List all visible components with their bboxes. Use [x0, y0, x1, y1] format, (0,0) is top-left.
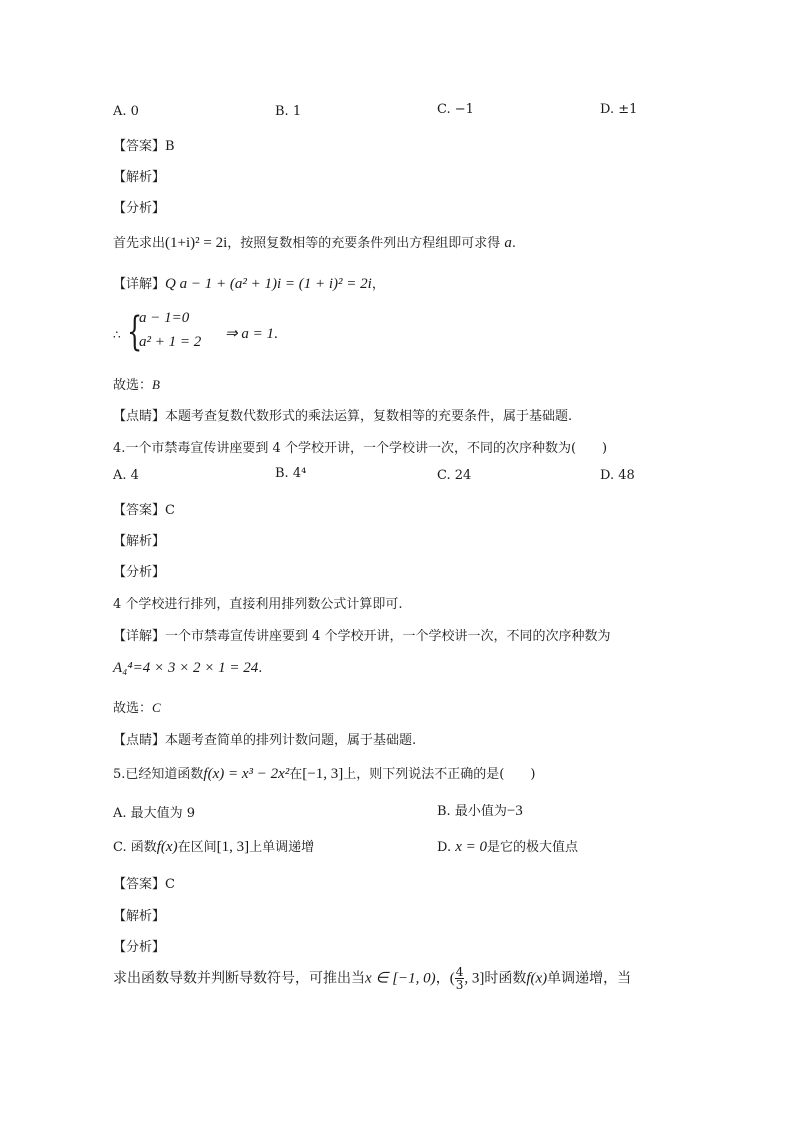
option-c: C. −1 — [437, 102, 474, 117]
analysis-end: . — [511, 236, 517, 251]
question-5-stem — [113, 763, 535, 783]
q5-stem-part: 上，则下列说法不正确的是( ) — [343, 767, 536, 782]
q4-analysis-text: 4 个学校进行排列，直接利用排列数公式计算即可. — [113, 597, 403, 612]
q4-analysis-tag: 【分析】 — [113, 565, 166, 580]
q4-option-b: B. 4⁴ — [275, 466, 307, 481]
analysis-variable: a — [504, 235, 512, 251]
comment-line: 【点睛】本题考查复数代数形式的乘法运算，复数相等的充要条件，属于基础题. — [113, 409, 573, 424]
q4-answer: 【答案】C — [113, 503, 175, 518]
option-d: D. ±1 — [600, 102, 638, 117]
system-row-2: a² + 1 = 2 — [139, 334, 202, 350]
choose-value: B — [152, 377, 160, 392]
analysis-text-part: 首先求出 — [113, 236, 166, 251]
q4-option-a: A. 4 — [113, 468, 139, 483]
analysis-text-part: ，按照复数相等的充要条件列出方程组即可求得 — [227, 236, 501, 251]
q4-formula-end: . — [258, 661, 263, 676]
q5-interval: [−1, 3] — [302, 766, 344, 782]
option-a: A. 0 — [113, 104, 139, 119]
detail-line — [113, 273, 385, 293]
choose-line — [113, 374, 160, 393]
fraction-four-thirds: $\frac{4}{3}$ — [455, 965, 464, 992]
q5-explain-tag: 【解析】 — [113, 909, 166, 924]
detail-end: ， — [371, 277, 385, 292]
q4-choose-value: C — [152, 700, 161, 715]
analysis-formula: (1+i)² = 2i — [165, 235, 228, 251]
analysis-text — [113, 232, 516, 252]
system-row-1: a − 1=0 — [139, 310, 190, 326]
explain-tag: 【解析】 — [113, 170, 166, 185]
q5-function: f(x) = x³ − 2x² — [203, 766, 290, 782]
q5-option-a: A. 最大值为 9 — [113, 806, 196, 821]
q4-option-d: D. 48 — [600, 468, 635, 483]
q5-option-c: C. 函数f(x)在区间[1, 3]上单调递增 — [113, 839, 315, 855]
q5-stem-part: 5.已经知道函数 — [113, 767, 204, 782]
q5-analysis-tag: 【分析】 — [113, 940, 166, 955]
q4-option-c: C. 24 — [437, 468, 472, 483]
q4-choose-line — [113, 697, 161, 716]
q4-formula-line — [113, 660, 262, 677]
system-result: ⇒ a = 1. — [225, 326, 278, 342]
q4-detail: 【详解】一个市禁毒宣传讲座要到 4 个学校开讲，一个学校讲一次，不同的次序种数为 — [113, 629, 611, 644]
left-brace: { — [127, 309, 143, 355]
q4-explain-tag: 【解析】 — [113, 534, 166, 549]
question-4-stem: 4.一个市禁毒宣传讲座要到 4 个学校开讲，一个学校讲一次，不同的次序种数为( ) — [113, 441, 608, 456]
q5-analysis-text: 求出函数导数并判断导数符号，可推出当x ∈ [−1, 0)，( $\frac{4}{3}$ , 3]时函数f(x)单调递增，当 — [113, 965, 632, 992]
q5-stem-part: 在 — [289, 767, 303, 782]
answer-line: 【答案】B — [113, 139, 175, 154]
therefore-symbol: ∴ — [113, 328, 121, 342]
q4-choose-label: 故选： — [113, 701, 153, 716]
analysis-tag: 【分析】 — [113, 201, 166, 216]
choose-label: 故选： — [113, 378, 153, 393]
q5-option-b: B. 最小值为−3 — [437, 803, 523, 819]
q4-comment: 【点睛】本题考查简单的排列计数问题，属于基础题. — [113, 733, 417, 748]
option-b: B. 1 — [275, 104, 302, 119]
q4-formula: A₄⁴=4 × 3 × 2 × 1 = 24 — [113, 660, 259, 676]
q5-answer: 【答案】C — [113, 877, 175, 892]
detail-tag: 【详解】 — [113, 277, 166, 292]
detail-formula: Q a − 1 + (a² + 1)i = (1 + i)² = 2i — [165, 276, 372, 292]
q5-option-d: D. x = 0是它的极大值点 — [437, 839, 579, 855]
